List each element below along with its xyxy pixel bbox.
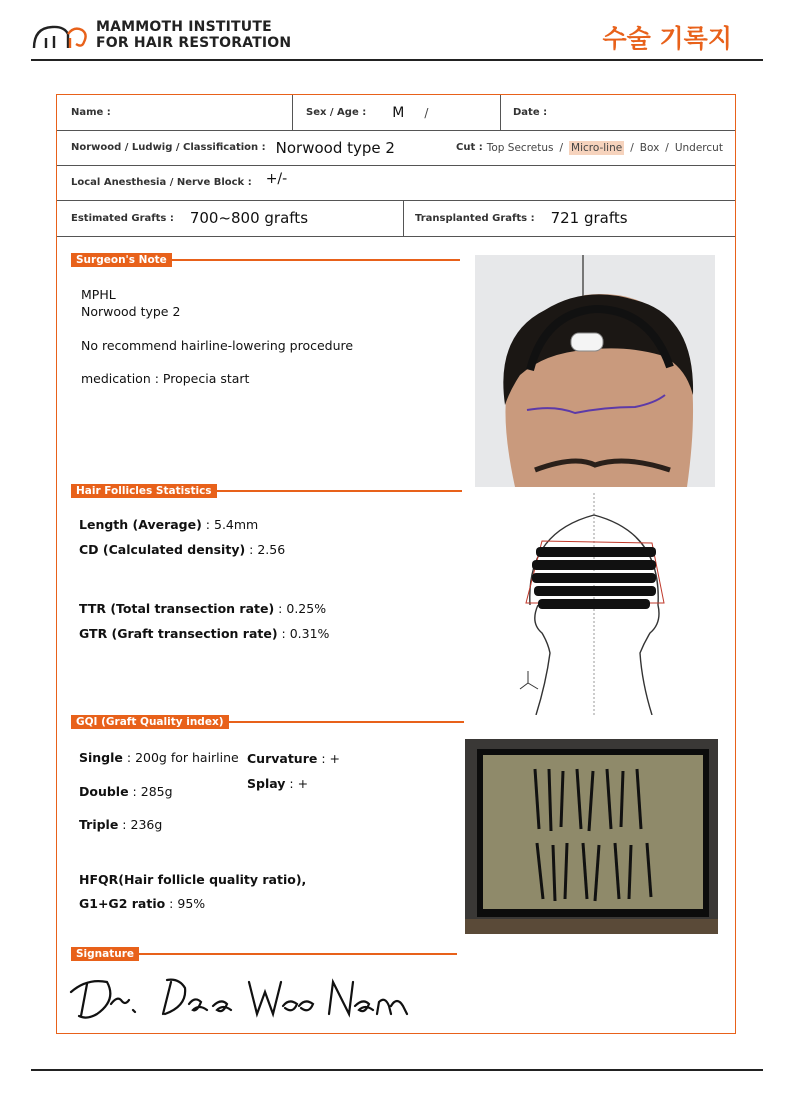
length-stat	[79, 517, 258, 532]
double-label: Double	[79, 784, 129, 799]
row-anesthesia	[57, 165, 735, 201]
curvature-stat	[247, 751, 340, 766]
section-line	[139, 953, 457, 955]
curvature-label: Curvature	[247, 751, 318, 766]
cut-separator: /	[559, 141, 564, 154]
date-label: Date :	[513, 107, 548, 118]
anesthesia-value[interactable]: +/-	[265, 170, 288, 187]
follicle-stats-section-header	[71, 483, 462, 499]
splay-value: : +	[285, 776, 309, 791]
ttr-label: TTR (Total transection rate)	[79, 601, 275, 616]
single-stat	[79, 750, 239, 765]
row-grafts	[57, 200, 735, 237]
hfqr-stat	[79, 872, 306, 887]
classification-value[interactable]: Norwood type 2	[275, 138, 395, 157]
divider	[292, 95, 293, 130]
doctor-signature	[67, 970, 447, 1025]
follicle-stats-heading: Hair Follicles Statistics	[71, 484, 217, 498]
length-value: : 5.4mm	[201, 517, 259, 532]
institute-name-line2: FOR HAIR RESTORATION	[96, 35, 292, 51]
g1g2-value: : 95%	[165, 896, 206, 911]
graft-microscope-photo	[465, 739, 718, 934]
row-classification-cut	[57, 130, 735, 166]
document-title: 수술 기록지	[602, 24, 732, 53]
note-line-3: No recommend hairline-lowering procedure	[81, 338, 354, 353]
anesthesia-label: Local Anesthesia / Nerve Block :	[71, 177, 252, 188]
classification-label: Norwood / Ludwig / Classification :	[71, 142, 266, 153]
transplanted-grafts-value[interactable]: 721 grafts	[550, 209, 628, 227]
name-label: Name :	[71, 107, 111, 118]
triple-label: Triple	[79, 817, 119, 832]
single-label: Single	[79, 750, 123, 765]
sex-age-separator: /	[424, 105, 429, 120]
footer-divider	[31, 1069, 763, 1071]
gqi-heading: GQI (Graft Quality index)	[71, 715, 229, 729]
cut-option-box[interactable]: Box	[639, 141, 660, 154]
surgery-record-form	[56, 94, 736, 1034]
double-value: : 285g	[128, 784, 173, 799]
single-value: : 200g for hairline	[122, 750, 239, 765]
cut-label: Cut :	[456, 142, 483, 153]
cut-separator: /	[630, 141, 634, 154]
cut-option-top-secretus[interactable]: Top Secretus	[486, 141, 554, 154]
ttr-stat	[79, 601, 326, 616]
splay-stat	[247, 776, 308, 791]
note-line-1: MPHL	[81, 287, 116, 302]
double-stat	[79, 784, 173, 799]
section-line	[217, 490, 462, 492]
divider	[403, 200, 404, 236]
g1g2-label: G1+G2 ratio	[79, 896, 166, 911]
triple-stat	[79, 817, 162, 832]
cd-label: CD (Calculated density)	[79, 542, 246, 557]
divider	[500, 95, 501, 130]
institute-name-line1: MAMMOTH INSTITUTE	[96, 19, 272, 35]
patient-hairline-photo	[475, 255, 715, 487]
curvature-value: : +	[317, 751, 340, 766]
hfqr-label: HFQR(Hair follicle quality ratio),	[79, 872, 307, 887]
row-name-sex-date	[57, 95, 735, 131]
gtr-value: : 0.31%	[277, 626, 330, 641]
splay-label: Splay	[247, 776, 286, 791]
header-divider	[31, 59, 763, 61]
transplanted-grafts-label: Transplanted Grafts :	[415, 212, 535, 224]
signature-heading: Signature	[71, 947, 139, 961]
section-line	[172, 259, 460, 261]
gtr-label: GTR (Graft transection rate)	[79, 626, 278, 641]
section-line	[229, 721, 464, 723]
sex-value[interactable]: M	[392, 104, 405, 121]
sex-age-label: Sex / Age :	[306, 107, 367, 118]
cut-option-undercut[interactable]: Undercut	[674, 141, 723, 154]
cd-value: : 2.56	[245, 542, 286, 557]
g1g2-stat	[79, 896, 205, 911]
institute-name	[96, 19, 291, 51]
estimated-grafts-label: Estimated Grafts :	[71, 212, 174, 224]
signature-section-header	[71, 946, 457, 962]
cut-option-micro-line[interactable]: Micro-line	[571, 141, 623, 154]
note-line-2: Norwood type 2	[81, 304, 181, 319]
surgeons-note-section-header	[71, 252, 460, 268]
mammoth-logo-icon	[32, 20, 92, 52]
estimated-grafts-value[interactable]: 700~800 grafts	[189, 209, 309, 227]
cd-stat	[79, 542, 285, 557]
donor-area-diagram	[512, 493, 692, 715]
gtr-stat	[79, 626, 329, 641]
triple-value: : 236g	[118, 817, 163, 832]
note-line-4: medication : Propecia start	[81, 371, 250, 386]
cut-separator: /	[665, 141, 669, 154]
length-label: Length (Average)	[79, 517, 202, 532]
ttr-value: : 0.25%	[274, 601, 327, 616]
gqi-section-header	[71, 714, 464, 730]
surgeons-note-heading: Surgeon's Note	[71, 253, 172, 267]
